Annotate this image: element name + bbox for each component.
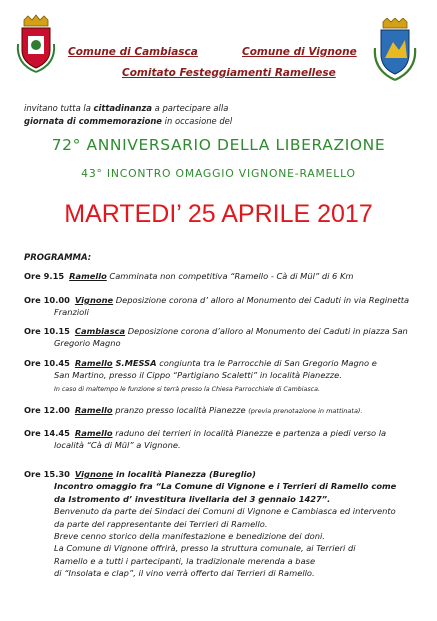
event-item: Ore 14.45 Ramello raduno dei terrieri in località Pianezze e partenza a piedi verso la località “Cà di Mül” a Vignone. (24, 428, 387, 451)
cambiasca-crest-icon (14, 14, 58, 76)
anniversary-title: 72° ANNIVERSARIO DELLA LIBERAZIONE (51, 136, 386, 154)
event-item: Ore 9.15 Ramello Camminata non competitiva “Ramello - Cà di Mül” di 6 Km (24, 271, 354, 281)
event-item: Ore 10.45 Ramello S.MESSA congiunta tra le Parrocchie di San Gregorio Magno e San Martino, presso il Cippo “Partigiano Scaletti” in località Pianezze. In caso di maltempo le funzione si terrà presso la Chiesa Parrocchiale di Cambiasca. (24, 358, 377, 393)
header-comune-vignone: Comune di Vignone (242, 46, 357, 58)
event-date: MARTEDI’ 25 APRILE 2017 (64, 200, 373, 228)
event-item: Ore 10.15 Cambiasca Deposizione corona d’alloro al Monumento dei Caduti in piazza San Gregorio Magno (24, 326, 408, 349)
meeting-subtitle: 43° INCONTRO OMAGGIO VIGNONE-RAMELLO (81, 167, 356, 180)
event-item: Ore 15.30 Vignone in località Pianezza (Bureglio) Incontro omaggio fra “La Comune di Vignone e i Terrieri di Ramello come da Istromento d’ investitura livellaria del 3 gennaio 1427”. Benvenuto da parte dei Sindaci dei Comuni di Vignone e Cambiasca ed intervento da parte del rappresentante dei Terrieri di Ramello. Breve cenno storico della manifestazione e benedizione dei doni. La Comune di Vignone offrirà, presso la struttura comunale, ai Terrieri di Ramello e a tutti i partecipanti, la tradizionale merenda a base di “Insolata e clap”, il vino verrà offerto dai Terrieri di Ramello. (24, 469, 397, 579)
vignone-crest-icon (371, 18, 419, 82)
event-item: Ore 10.00 Vignone Deposizione corona d’ alloro al Monumento dei Caduti in via Reginetta Franzioli (24, 295, 410, 318)
intro-text: invitano tutta la cittadinanza a partecipare alla giornata di commemorazione in occasione del (24, 103, 233, 126)
program-label: PROGRAMMA: (24, 253, 92, 263)
event-item: Ore 12.00 Ramello pranzo presso località Pianezze (previa prenotazione in mattinata). (24, 405, 363, 415)
header-committee: Comitato Festeggiamenti Ramellese (122, 67, 336, 79)
header-comune-cambiasca: Comune di Cambiasca (68, 46, 198, 58)
